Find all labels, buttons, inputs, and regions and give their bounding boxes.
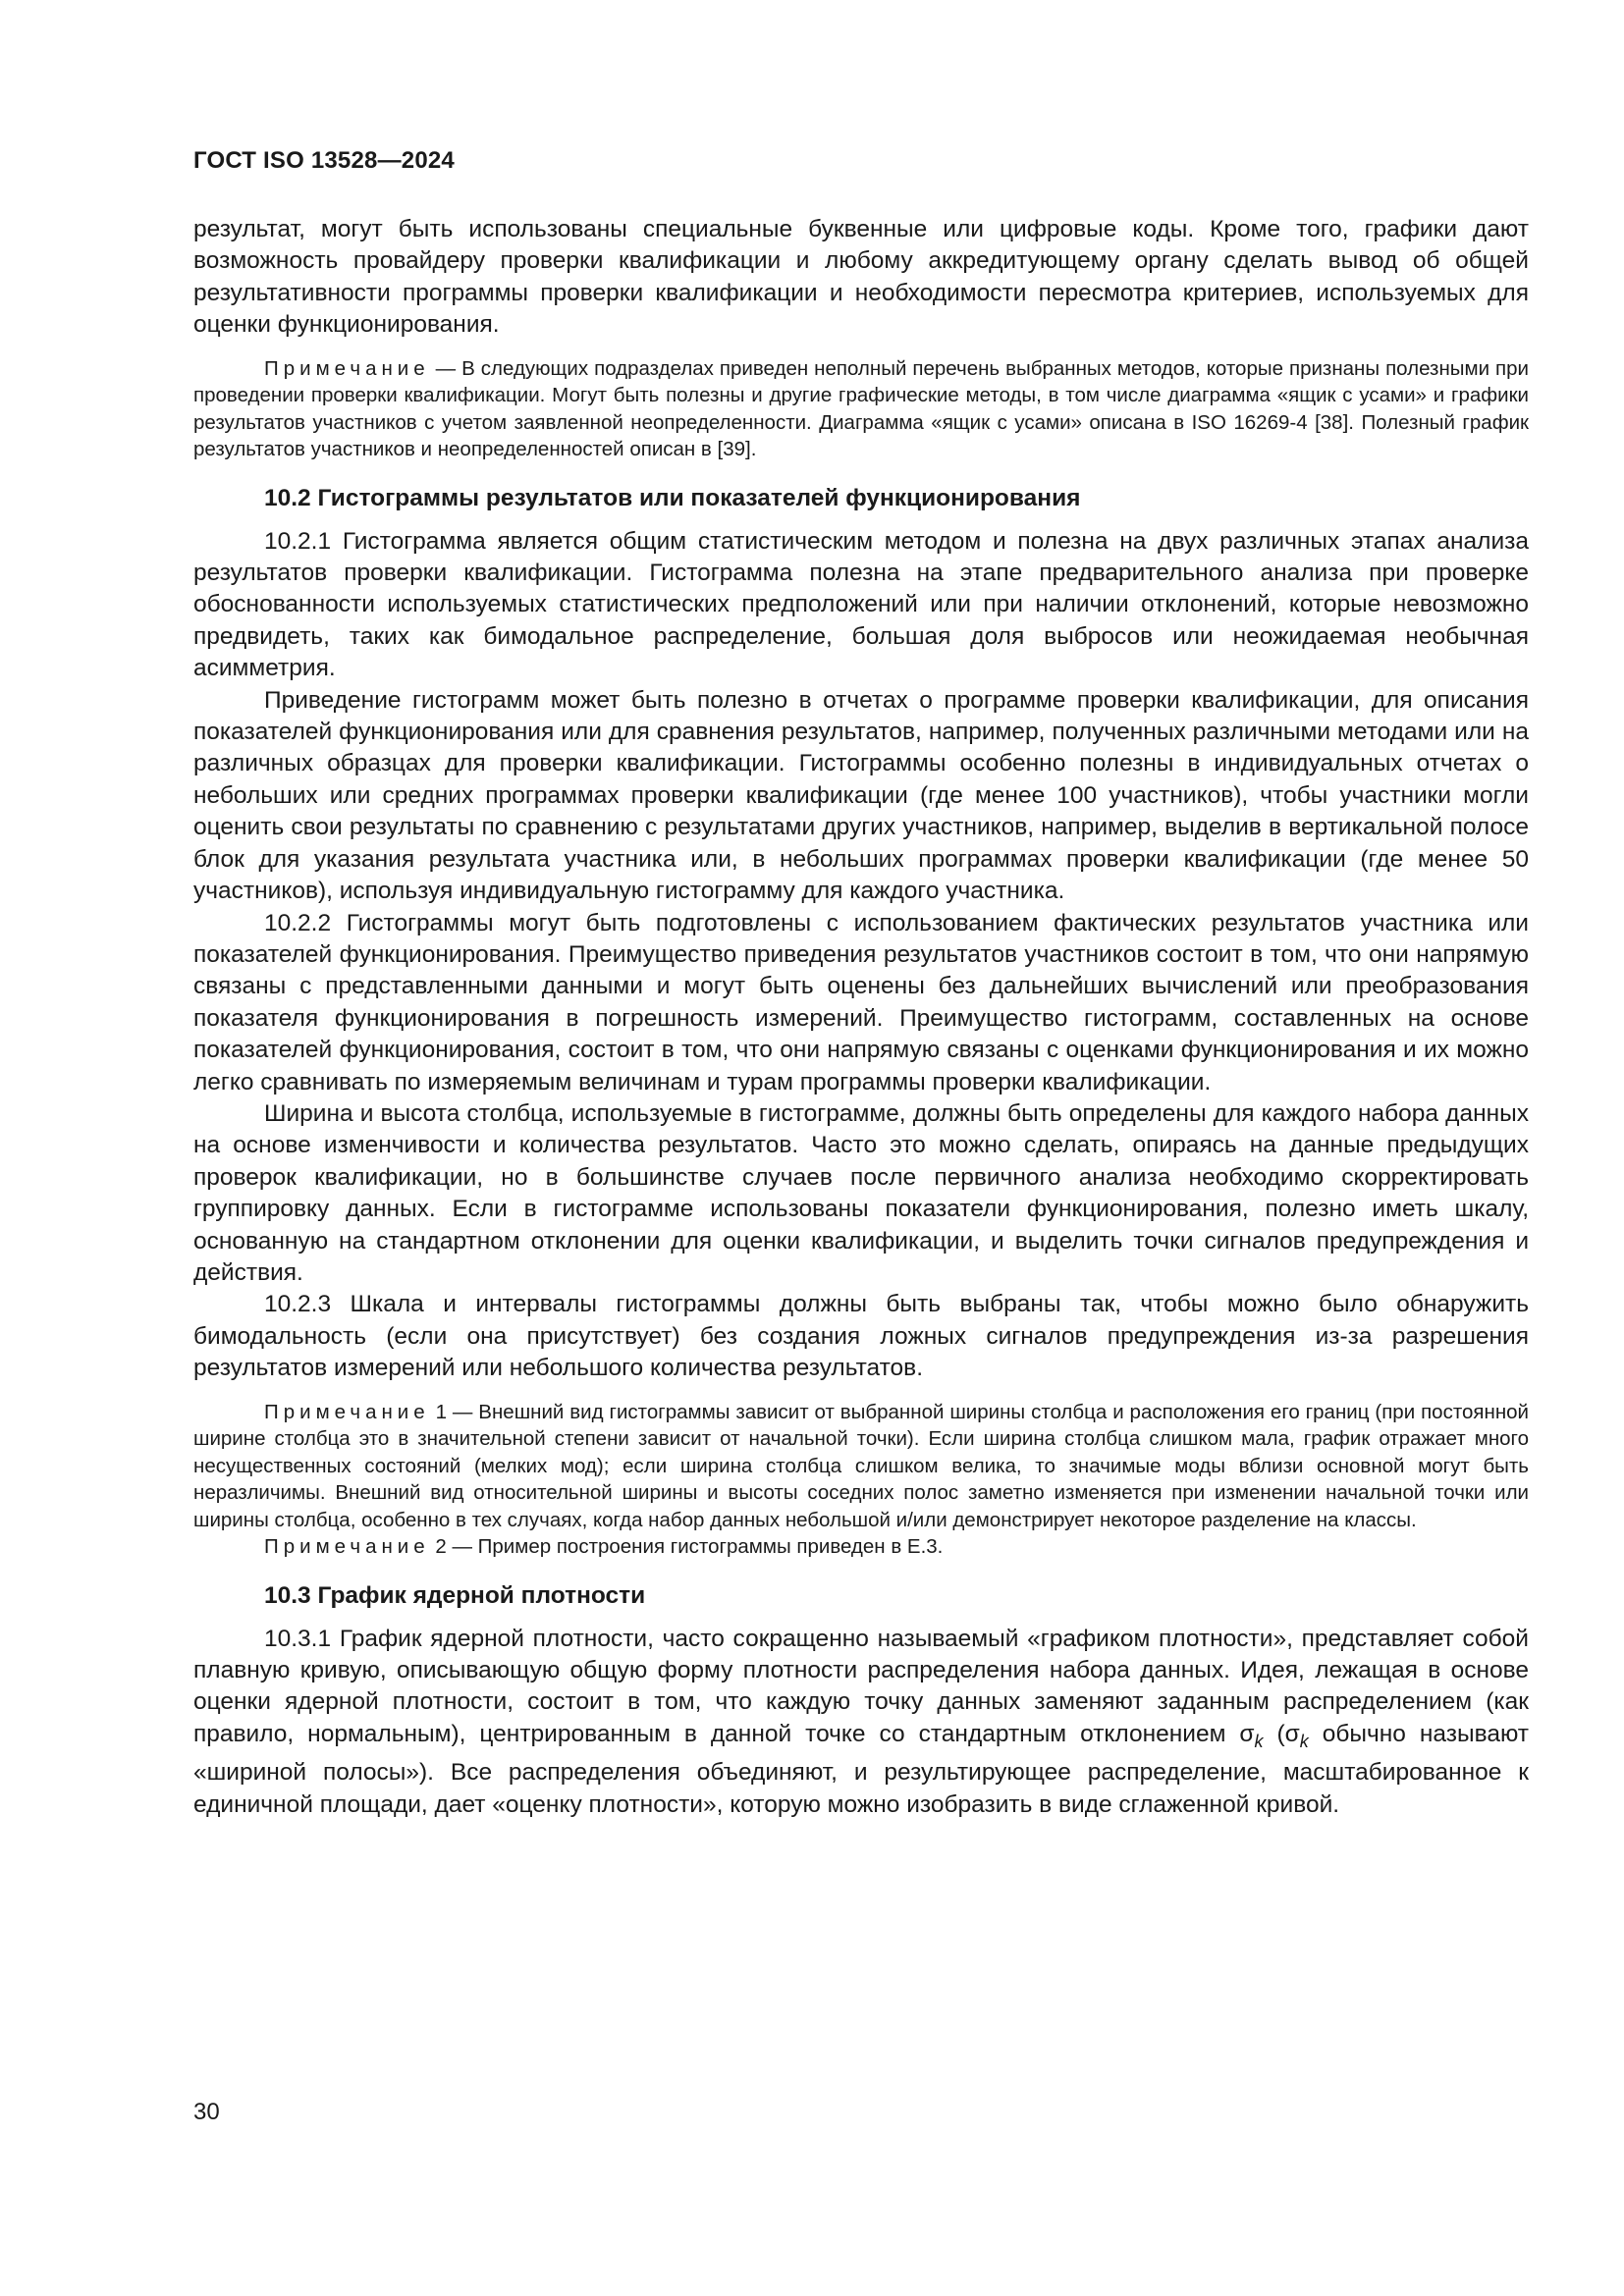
paragraph-intro: результат, могут быть использованы специальные буквенные или цифровые коды. Кроме того, графики дают возможность провайдеру проверки квалификации и любому аккредитующему органу сделать вывод об общей результативности программы проверки квалификации и необходимости пересмотра критериев, используемых для оценки функционирования. (193, 216, 1529, 339)
note-label: Примечание (264, 356, 430, 380)
page-number: 30 (193, 2099, 220, 2125)
note-text: 1 — Внешний вид гистограммы зависит от выбранной ширины столбца и расположения его границ (при постоянной ширине столбца это в значительной степени зависит от начальной точки). Если ширина столбца слишком мала, график отражает много несущественных состояний (мелких мод); если ширина столбца слишком велика, то значимые моды вблизи основной могут быть неразличимы. Внешний вид относительной ширины и высоты соседних полос заметно изменяется при изменении начальной точки или ширины столбца, особенно в тех случаях, когда набор данных небольшой и/или демонстрирует некоторое разделение на классы. (193, 1400, 1529, 1531)
paragraph-10-2-2: 10.2.2 Гистограммы могут быть подготовлены с использованием фактических результатов участника или показателей функционирования. Преимущество приведения результатов участников состоит в том, что они напрямую связаны с представленными данными и могут быть оценены без дальнейших вычислений или преобразования показателя функционирования в погрешность измерений. Преимущество гистограмм, составленных на основе показателей функционирования, состоит в том, что они напрямую связаны с оценками функционирования и их можно легко сравнивать по измеряемым величинам и турам программы проверки квалификации. (193, 909, 1529, 1095)
document-page (193, 147, 1529, 1821)
document-header: ГОСТ ISO 13528—2024 (193, 147, 455, 174)
note-text: — В следующих подразделах приведен неполный перечень выбранных методов, которые признаны полезными при проведении проверки квалификации. Могут быть полезны и другие графические методы, в том числе диаграмма «ящик с усами» и графики результатов участников с учетом заявленной неопределенности. Диаграмма «ящик с усами» описана в ISO 16269-4 [38]. Полезный график результатов участников и неопределенностей описан в [39]. (193, 356, 1529, 461)
note-text: 2 — Пример построения гистограммы приведен в Е.3. (429, 1535, 944, 1559)
paragraph-10-2-1b: Приведение гистограмм может быть полезно в отчетах о программе проверки квалификации, для описания показателей функционирования или для сравнения результатов, например, полученных различными методами или на различных образцах для проверки квалификации. Гистограммы особенно полезны в индивидуальных отчетах о небольших или средних программах проверки квалификации (где менее 100 участников), чтобы участники могли оценить свои результаты по сравнению с результатами других участников, например, выделив в вертикальной полосе блок для указания результата участника или, в небольших программах проверки квалификации (где менее 50 участников), используя индивидуальную гистограмму для каждого участника. (193, 686, 1529, 905)
note-label: Примечание (264, 1400, 430, 1423)
sigma-subscript: k (1299, 1731, 1309, 1751)
paragraph-10-2-1: 10.2.1 Гистограмма является общим статистическим методом и полезна на двух различных этапах анализа результатов проверки квалификации. Гистограмма полезна на этапе предварительного анализа при проверке обоснованности используемых статистических предположений или при наличии отклонений, которые невозможно предвидеть, таких как бимодальное распределение, большая доля выбросов или неожидаемая необычная асимметрия. (193, 527, 1529, 682)
section-heading-10-3: 10.3 График ядерной плотности (264, 1581, 646, 1609)
paragraph-10-2-3: 10.2.3 Шкала и интервалы гистограммы должны быть выбраны так, чтобы можно было обнаружить бимодальность (если она присутствует) без создания ложных сигналов предупреждения из-за разрешения результатов измерений или небольшого количества результатов. (193, 1291, 1529, 1382)
note-2 (193, 1533, 1529, 1561)
note-1 (193, 1399, 1529, 1534)
note-label: Примечание (264, 1535, 430, 1559)
sigma-symbol: σ (1284, 1720, 1300, 1747)
sigma-subscript: k (1254, 1731, 1264, 1751)
note-intro (193, 355, 1529, 463)
paragraph-10-3-1: 10.3.1 График ядерной плотности, часто сокращенно называемый «графиком плотности», представляет собой плавную кривую, описывающую общую форму плотности распределения набора данных. Идея, лежащая в основе оценки ядерной плотности, состоит в том, что каждую точку данных заменяют заданным распределением (как правило, нормальным), центрированным в данной точке со стандартным отклонением $\sigma_k$ ($\sigma_k$ обычно называют «шириной полосы»). Все распределения объединяют, и результирующее распределение, масштабированное к единичной площади, дает «оценку плотности», которую можно изобразить в виде сглаженной кривой. (193, 1625, 1530, 1818)
sigma-symbol: σ (1239, 1720, 1255, 1747)
section-heading-10-2: 10.2 Гистограммы результатов или показателей функционирования (264, 484, 1081, 511)
paragraph-10-2-2b: Ширина и высота столбца, используемые в гистограмме, должны быть определены для каждого набора данных на основе изменчивости и количества результатов. Часто это можно сделать, опираясь на данные предыдущих проверок квалификации, но в большинстве случаев после первичного анализа необходимо скорректировать группировку данных. Если в гистограмме использованы показатели функционирования, полезно иметь шкалу, основанную на стандартном отклонении для оценки квалификации, и выделить точки сигналов предупреждения и действия. (193, 1099, 1529, 1286)
